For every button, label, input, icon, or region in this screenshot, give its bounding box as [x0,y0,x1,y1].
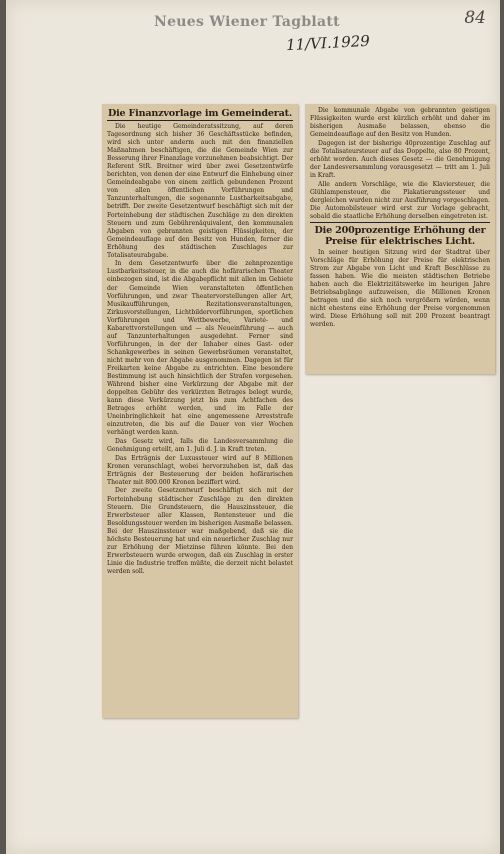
article-paragraph: In dem Gesetzentwurfe über die zehnprozentige Lustbarkeitssteuer, in die auch die hofärarischen Theater einbezogen sind, ist die Abgabepflicht mit allen im Gebiete der Gemeinde Wien veranstalteten öffentlichen Vorführungen, und zwar Theatervorstellungen aller Art, Musikaufführungen, Rezitationsveranstaltungen, Zirkusvorstellungen, Lichtbildervorführungen, sportlichen Vorführungen und Wettbewerbe, Varieté- und Kabarettvorstellungen und — als Neueinführung — auch auf Tanzunterhaltungen ausgedehnt. Ferner sind Vorführungen, in der der Inhaber eines Gast- oder Schankgewerbes in seinen Gewerbsräumen veranstaltet, nicht mehr von der Abgabe ausgenommen. Dagegen ist für Freikarten keine Abgabe zu entrichten. Eine besondere Bestimmung ist auch hinsichtlich der Strafen vorgesehen. Während bisher eine Verkürzung der Abgabe mit der doppelten Gebühr des verkürzten Betrages belegt wurde, kann diese Verkürzung jetzt bis zum Achtfachen des Betrages erhöht werden, und im Falle der Uneinbringlichkeit hat eine angemessene Arreststrafe einzutreten, die bis auf die Dauer von vier Wochen verhängt werden kann. [107,260,293,437]
article-paragraph: In seiner heutigen Sitzung wird der Stadtrat über Vorschläge für Erhöhung der Preise für elektrischen Strom zur Abgabe von Licht und Kraft Beschlüsse zu fassen haben. Wie die meisten städtischen Betriebe haben auch die Elektrizitätswerke im heurigen Jahre Betriebsabgänge aufzuweisen, die Millionen Kronen betragen und die sich noch vergrößern würden, wenn nicht ehestens eine Erhöhung der Preise vorgenommen wird. Diese Erhöhung soll mit 200 Prozent beantragt werden. [310,248,490,329]
article-paragraph: Dagegen ist der bisherige 40prozentige Zuschlag auf die Totalisateursteuer auf das Doppelte, also 80 Prozent, erhöht worden. Auch dieses Gesetz — die Genehmigung der Landesversammlung vorausgesetzt — tritt am 1. Juli in Kraft. [310,139,490,179]
article-paragraph: Das Gesetz wird, falls die Landesversammlung die Genehmigung erteilt, am 1. Juli d. J. in Kraft treten. [107,438,293,454]
article-headline: Die Finanzvorlage im Gemeinderat. [107,108,293,119]
clipping-electricity-article [305,104,495,374]
article-paragraph: Die kommunale Abgabe von gebrannten geistigen Flüssigkeiten wurde erst kürzlich erhöht und daher im bisherigen Ausmaße belassen, ebenso die Gemeindeauflage auf den Besitz von Hunden. [310,107,490,139]
article-paragraph: Der zweite Gesetzentwurf beschäftigt sich mit der Forteinhebung städtischer Zuschläge zu den direkten Steuern. Die Grundsteuern, die Hauszinssteuer, die Erwerbsteuer aller Klassen, Rentensteuer und die Besoldungssteuer werden im bisherigen Ausmaße belassen. Bei der Hauszinssteuer war maßgebend, daß sie die höchste Besteuerung hat und ein neuerlicher Zuschlag nur zur Erhöhung der Mietzinse führen könnte. Bei den Erwerbsteuern wurde erwogen, daß ein Zuschlag in erster Linie die Industrie treffen müßte, die derzeit nicht belastet werden soll. [107,487,293,575]
article-paragraph: Die heutige Gemeinderatssitzung, auf deren Tagesordnung sich bisher 36 Geschäftsstücke befinden, wird sich unter anderm auch mit den finanziellen Maßnahmen beschäftigen, die die Gemeinde Wien zur Besserung ihrer Finanzlage vorzunehmen beabsichtigt. Der Referent StR. Breitner wird über zwei Gesetzentwürfe berichten, von denen der eine Entwurf die Einhebung einer Gemeindeabgabe von einem zeitlich gebundenen Prozent von allen öffentlichen Vorführungen und Tanzunterhaltungen, die sogenannte Lustbarkeitsabgabe, betrifft. Der zweite Gesetzentwurf beschäftigt sich mit der Forteinhebung der städtischen Zuschläge zu den direkten Steuern und zum Gebührenäquivalent, den kommunalen Abgaben von gebrannten geistigen Flüssigkeiten, der Gemeindeauflage auf den Besitz von Hunden, ferner die Erhöhung des städtischen Zuschlages zur Totalisateurabgabe. [107,123,293,259]
divider [310,222,490,223]
article-paragraph: Das Erträgnis der Luxussteuer wird auf 8 Millionen Kronen veranschlagt, wobei hervorzuheben ist, daß das Erträgnis der Besteuerung der beiden hofärarischen Theater mit 800.000 Kronen beziffert wird. [107,454,293,486]
newspaper-masthead: Neues Wiener Tagblatt [154,14,340,30]
handwritten-date: 11/VI.1929 [285,31,371,55]
clipping-finance-article [102,104,298,718]
article-paragraph: Alle andern Vorschläge, wie die Klaviersteuer, die Glühlampensteuer, die Plakatierungssteuer und dergleichen wurden nicht zur Ausführung vorgeschlagen. Die Automobilsteuer wird erst zur Vorlage gebracht, sobald die staatliche Erhöhung derselben eingetreten ist. [310,180,490,220]
archive-sheet [6,0,500,854]
handwritten-page-number: 84 [464,8,486,28]
article-headline: Die 200prozentige Erhöhung der Preise für elektrisches Licht. [314,224,486,247]
